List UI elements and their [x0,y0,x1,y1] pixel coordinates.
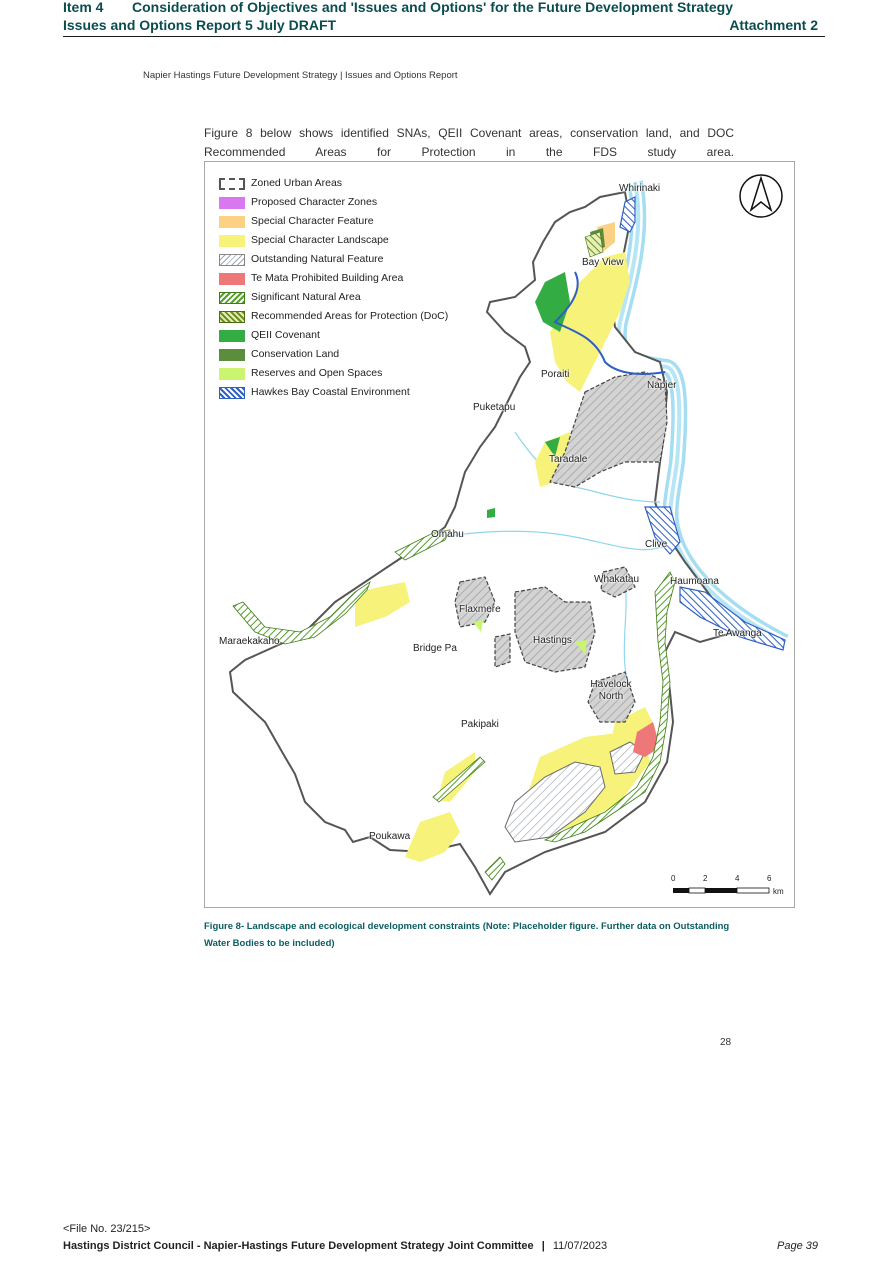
swatch-dashed-icon [219,178,245,190]
swatch-dark-green-icon [219,349,245,361]
scale-unit: km [773,887,784,896]
swatch-green-icon [219,330,245,342]
footer-date: 11/07/2023 [552,1240,608,1252]
place-label: Te Awanga [713,628,762,639]
north-arrow [740,175,782,217]
place-label: Omahu [431,529,464,540]
report-running-header: Napier Hastings Future Development Strategy | Issues and Options Report [143,70,458,81]
document-header-report [63,17,818,33]
place-label: Hastings [533,635,572,646]
item-title: Consideration of Objectives and 'Issues and Options' for the Future Development Strategy [132,0,733,15]
urban-small [495,634,510,667]
item-number: Item 4 [63,0,104,15]
swatch-hatch-green-icon [219,292,245,304]
place-label: Puketapu [473,402,516,413]
scale-tick-label: 6 [767,874,772,883]
place-label: Napier [647,380,677,391]
scale-tick-label: 4 [735,874,740,883]
swatch-yellow-icon [219,235,245,247]
swatch-orange-icon [219,216,245,228]
header-rule [63,36,825,37]
place-label: Flaxmere [459,604,501,615]
attachment-label: Attachment 2 [729,17,818,33]
intro-paragraph: Figure 8 below shows identified SNAs, QEII Covenant areas, conservation land, and DOC Recommended Areas for Protection in the FDS study area. [204,126,734,159]
place-label: Bay View [582,257,624,268]
report-page-number: 28 [720,1037,732,1048]
swatch-purple-icon [219,197,245,209]
swatch-hatch-olive-icon [219,311,245,323]
file-number: <File No. 23/215> [63,1223,151,1235]
scale-tick-label: 2 [703,874,708,883]
place-label: Clive [645,539,668,550]
document-footer [63,1240,818,1252]
scale-tick-label: 0 [671,874,676,883]
swatch-hatch-grey-icon [219,254,245,266]
report-draft-title: Issues and Options Report 5 July DRAFT [63,17,337,33]
footer-page: Page 39 [777,1240,818,1252]
place-label: Bridge Pa [413,643,457,654]
document-header-item [63,0,818,15]
place-label: Whirinaki [619,183,661,194]
footer-separator: | [541,1240,545,1252]
place-label: Maraekakaho [219,636,280,647]
place-label: Whakatau [594,574,640,585]
place-label: Taradale [549,454,588,465]
place-label: Haumoana [670,576,719,587]
swatch-light-green-icon [219,368,245,380]
swatch-hatch-blue-icon [219,387,245,399]
footer-committee: Hastings District Council - Napier-Hastings Future Development Strategy Joint Committee [63,1240,534,1252]
constraints-map: Zoned Urban Areas Proposed Character Zones Special Character Feature Special Character Landscape Outstanding Natural Feature Te Mata Prohibited Building Area Significant Natural Area Recommended Areas for Protection (DoC) QEII Covenant Conservation Land Reserves and Open Spaces Hawkes Bay Coastal Environment Whirinaki Bay View Poraiti Napier Puketapu Taradale Omahu Clive Whakatau Haumoana Flaxmere Hastings Maraekakaho Bridge Pa Te Awanga Havelock North Pakipaki Poukawa 0 2 4 6 km [204,161,795,908]
place-label: Havelock North [590,679,632,702]
swatch-red-icon [219,273,245,285]
scalebar [671,874,791,904]
figure-caption: Figure 8- Landscape and ecological development constraints (Note: Placeholder figure. Further data on Outstanding Water Bodies to be included) [204,921,730,949]
place-label: Poraiti [541,369,570,380]
place-label: Pakipaki [461,719,499,730]
place-label: Poukawa [369,831,411,842]
north-arrow-label [751,182,752,183]
